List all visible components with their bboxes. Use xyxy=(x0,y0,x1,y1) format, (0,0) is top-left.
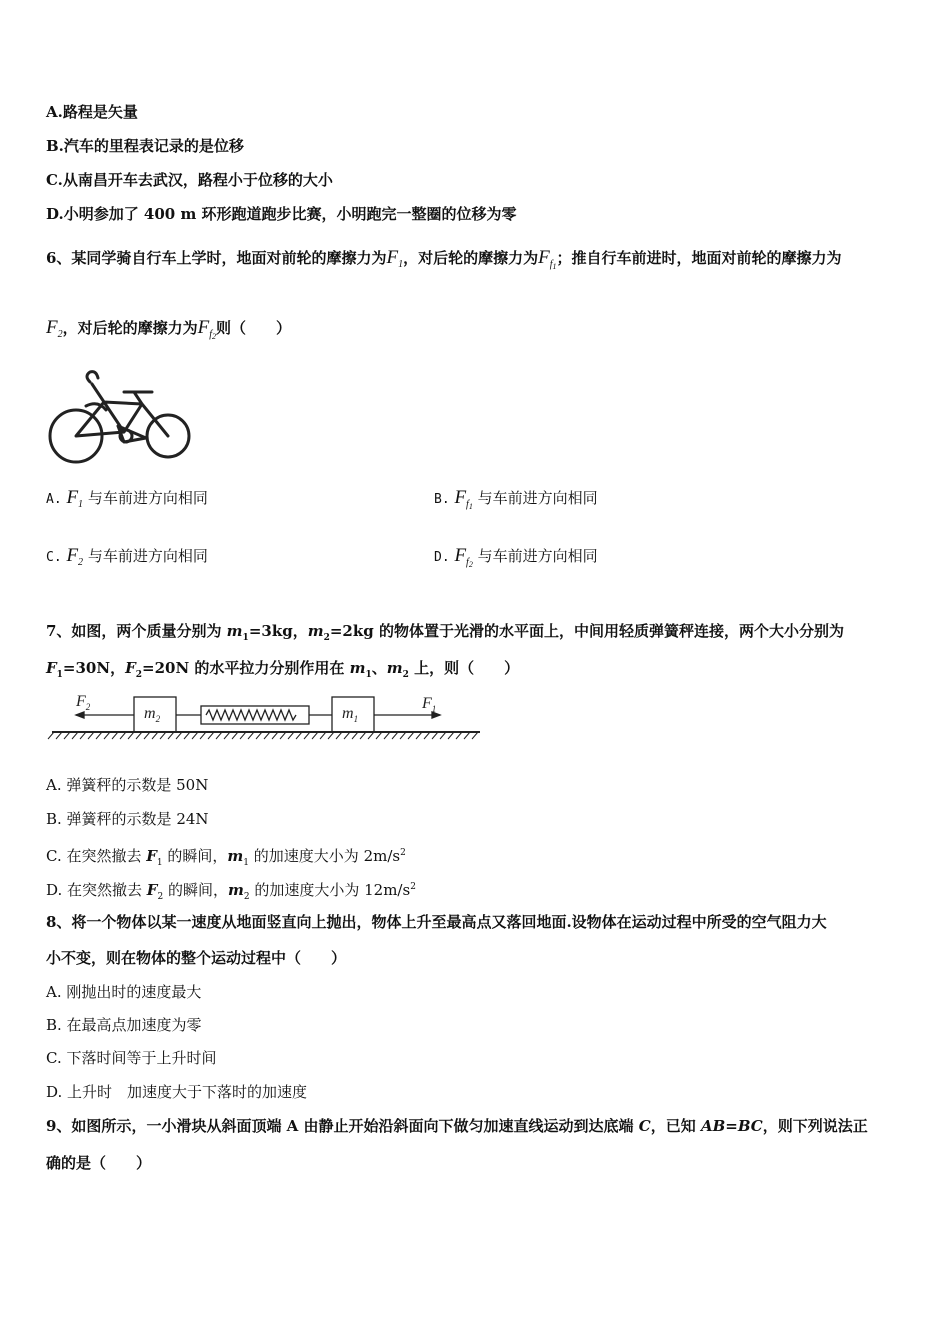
q6-stem-text-5: 则（ ） xyxy=(216,319,292,337)
q6-stem-line1 xyxy=(46,248,841,277)
ground-hatching xyxy=(48,732,478,739)
q5-option-c: C.从南昌开车去武汉，路程小于位移的大小 xyxy=(46,171,333,189)
q8-option-a: A. 刚抛出时的速度最大 xyxy=(46,983,202,1001)
q8-stem-line1: 8、将一个物体以某一速度从地面竖直向上抛出，物体上升至最高点又落回地面.设物体在运动过程中所受的空气阻力大 xyxy=(46,913,827,931)
q6-stem-text-4: ，对后轮的摩擦力为 xyxy=(62,319,198,337)
q6-option-c: C. $F_2$ 与车前进方向相同 xyxy=(46,545,208,568)
q6-symbol-F2: $F_2$ xyxy=(46,317,63,340)
q7-option-d: D. 在突然撤去 $F_2$ 的瞬间，$m_2$ 的加速度大小为 $12m/s^2$ xyxy=(46,881,416,902)
q5-option-d: D.小明参加了 400 m 环形跑道跑步比赛，小明跑完一整圈的位移为零 xyxy=(46,205,517,223)
label-m1: $m_1$ xyxy=(342,705,359,724)
q8-stem-line2: 小不变，则在物体的整个运动过程中（ ） xyxy=(46,949,347,967)
q6-stem-text-2: ，对后轮的摩擦力为 xyxy=(403,249,539,267)
q6-option-d: D. $F_{f2}$ 与车前进方向相同 xyxy=(434,545,598,569)
q6-option-b-symbol: $F_{f1}$ xyxy=(454,487,473,511)
q7-option-a: A. 弹簧秤的示数是 50N xyxy=(46,776,209,794)
q8-option-d: D. 上升时 加速度大于下落时的加速度 xyxy=(46,1083,308,1101)
label-F1: $F_1$ xyxy=(422,695,437,714)
q6-option-d-symbol: $F_{f2}$ xyxy=(454,545,473,569)
bicycle-figure xyxy=(46,370,196,470)
q7-option-b: B. 弹簧秤的示数是 24N xyxy=(46,810,209,828)
label-m2: $m_2$ xyxy=(144,705,161,724)
q6-symbol-F1: $F_1$ xyxy=(386,247,404,270)
q9-stem-line1: 9、如图所示，一小滑块从斜面顶端 A 由静止开始沿斜面向下做匀加速直线运动到达底端 C，已知 AB=BC，则下列说法正 xyxy=(46,1117,868,1135)
q6-stem-text-3: ；推自行车前进时，地面对前轮的摩擦力为 xyxy=(556,249,842,267)
q6-option-c-symbol: $F_2$ xyxy=(66,545,84,568)
spring-scale-figure xyxy=(46,686,486,746)
q5-option-a: A.路程是矢量 xyxy=(46,103,138,121)
spring-coil xyxy=(206,710,296,720)
label-F2: $F_2$ xyxy=(76,693,91,712)
q6-stem-text-1: 6、某同学骑自行车上学时，地面对前轮的摩擦力为 xyxy=(46,249,387,267)
q9-stem-line2: 确的是（ ） xyxy=(46,1154,152,1172)
q7-stem-line1: 7、如图，两个质量分别为 $m_1=3kg$，$m_2=2kg$ 的物体置于光滑的水平面上，中间用轻质弹簧秤连接，两个大小分别为 xyxy=(46,622,844,643)
q8-option-c: C. 下落时间等于上升时间 xyxy=(46,1049,217,1067)
q6-option-b: B. $F_{f1}$ 与车前进方向相同 xyxy=(434,487,598,511)
q7-stem-line2: $F_1=30N$，$F_2=20N$ 的水平拉力分别作用在 $m_1$、$m_2$ 上，则（ ） xyxy=(46,659,520,680)
q5-option-b: B.汽车的里程表记录的是位移 xyxy=(46,137,244,155)
q6-option-a: A. $F_1$ 与车前进方向相同 xyxy=(46,487,208,510)
q6-option-a-symbol: $F_1$ xyxy=(66,487,84,510)
q8-option-b: B. 在最高点加速度为零 xyxy=(46,1016,202,1034)
q6-stem-line2 xyxy=(46,318,291,347)
q6-symbol-Ff2: $F_{f2}$ xyxy=(197,317,217,341)
q7-option-c: C. 在突然撤去 $F_1$ 的瞬间，$m_1$ 的加速度大小为 $2m/s^2$ xyxy=(46,847,406,868)
q6-symbol-Ff1: $F_{f1}$ xyxy=(538,247,557,271)
